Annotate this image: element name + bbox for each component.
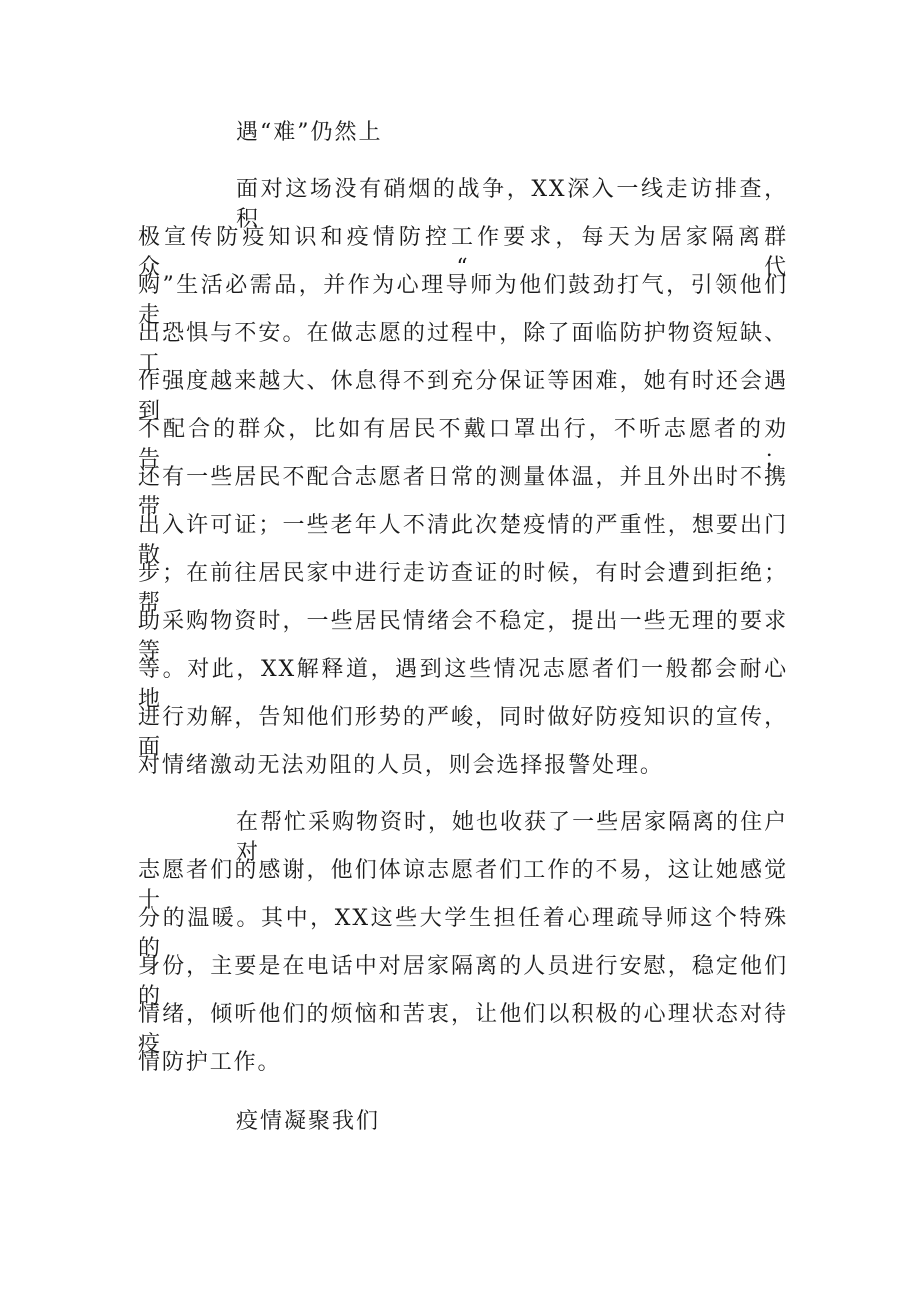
paragraph-line: 面对这场没有硝烟的战争，XX深入一线走访排查，积	[236, 177, 788, 232]
paragraph-line: 等。对此，XX解释道，遇到这些情况志愿者们一般都会耐心地	[138, 657, 788, 712]
paragraph-line: 出入许可证；一些老年人不清此次楚疫情的严重性，想要出门散	[138, 513, 788, 568]
paragraph-line: 作强度越来越大、休息得不到充分保证等困难，她有时还会遇到	[138, 369, 788, 424]
paragraph-line: 情防护工作。	[138, 1050, 282, 1075]
section-heading-2: 疫情凝聚我们	[236, 1109, 381, 1134]
paragraph-line: 极宣传防疫知识和疫情防控工作要求，每天为居家隔离群众“代	[138, 225, 788, 280]
paragraph-line: 还有一些居民不配合志愿者日常的测量体温，并且外出时不携带	[138, 465, 788, 520]
paragraph-line: 出恐惧与不安。在做志愿的过程中，除了面临防护物资短缺、工	[138, 321, 788, 376]
paragraph-line: 情绪，倾听他们的烦恼和苦衷，让他们以积极的心理状态对待疫	[138, 1002, 788, 1057]
paragraph-line: 对情绪激动无法劝阻的人员，则会选择报警处理。	[138, 753, 664, 778]
paragraph-line: 进行劝解，告知他们形势的严峻，同时做好防疫知识的宣传，面	[138, 705, 788, 760]
paragraph-line: 助采购物资时，一些居民情绪会不稳定，提出一些无理的要求等	[138, 609, 788, 664]
paragraph-line: 在帮忙采购物资时，她也收获了一些居家隔离的住户对	[236, 810, 788, 865]
paragraph-line: 购”生活必需品，并作为心理导师为他们鼓劲打气，引领他们走	[138, 273, 788, 328]
paragraph-line: 步；在前往居民家中进行走访查证的时候，有时会遭到拒绝；帮	[138, 561, 788, 616]
paragraph-line: 不配合的群众，比如有居民不戴口罩出行，不听志愿者的劝告；	[138, 417, 788, 472]
paragraph-line: 分的温暖。其中，XX这些大学生担任着心理疏导师这个特殊的	[138, 906, 788, 961]
paragraph-line: 志愿者们的感谢，他们体谅志愿者们工作的不易，这让她感觉十	[138, 858, 788, 913]
paragraph-line: 身份，主要是在电话中对居家隔离的人员进行安慰，稳定他们的	[138, 954, 788, 1009]
section-heading-1: 遇“难”仍然上	[236, 120, 383, 145]
